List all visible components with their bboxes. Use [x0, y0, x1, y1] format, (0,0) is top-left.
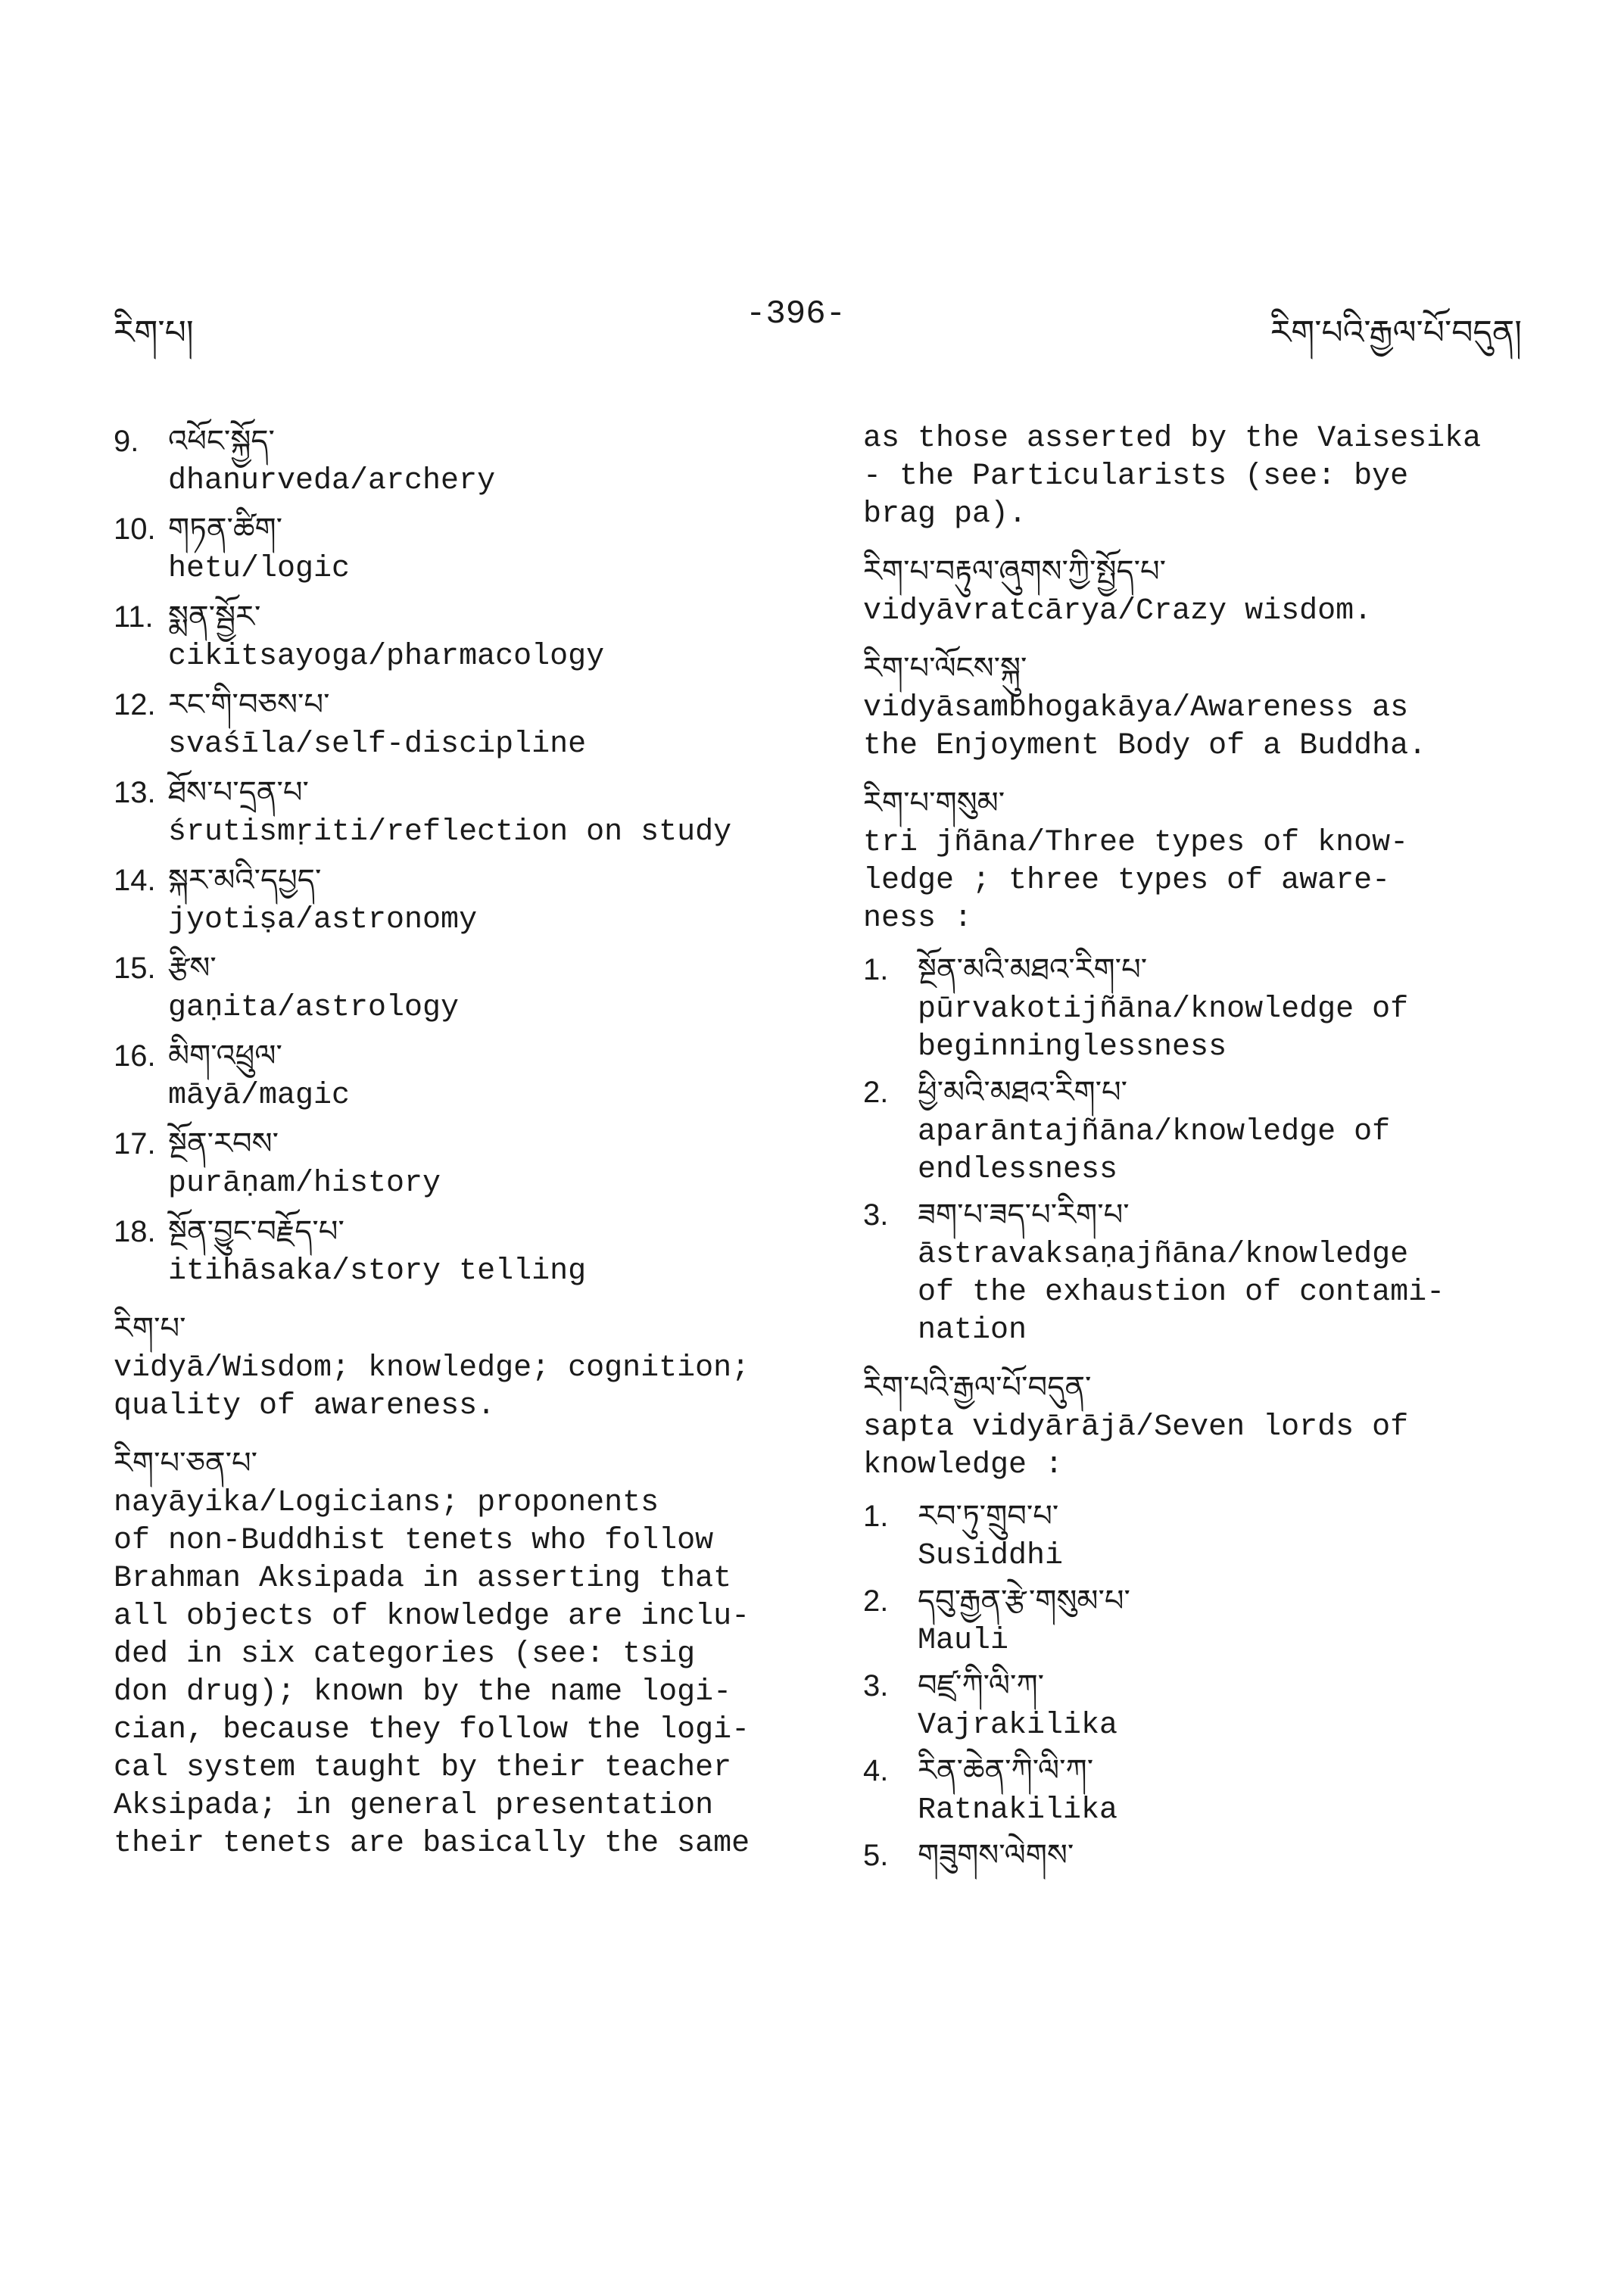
translation: jyotiṣa/astronomy	[168, 903, 478, 937]
tibetan-term: སྔོན་མའི་མཐའ་རིག་པ་	[918, 952, 1148, 987]
translation: Mauli	[918, 1624, 1009, 1658]
tibetan-term: རང་གི་བཅས་པ་	[168, 687, 330, 722]
list-item	[114, 684, 795, 764]
item-number: 1.	[863, 953, 889, 986]
item-number: 3.	[863, 1198, 889, 1232]
translation: māyā/magic	[168, 1079, 351, 1113]
list-item	[114, 1210, 795, 1291]
tibetan-term: འཕོང་སྐྱོད་	[168, 424, 275, 459]
left-column	[114, 420, 795, 1874]
item-number: 11.	[114, 600, 154, 634]
item-number: 17.	[114, 1127, 156, 1161]
list-item	[863, 949, 1529, 1067]
entry-definition: vidyāvratcārya/Crazy wisdom.	[863, 594, 1373, 628]
list-item	[114, 859, 795, 939]
translation: śrutismṛiti/reflection on study	[168, 815, 732, 849]
dictionary-entry	[114, 1307, 795, 1425]
list-item	[114, 1035, 795, 1115]
translation: aparāntajñāna/knowledge of endlessness	[918, 1115, 1391, 1187]
dictionary-entry	[863, 647, 1529, 765]
item-number: 15.	[114, 952, 156, 985]
translation: Susiddhi	[918, 1539, 1064, 1573]
entry-headword: རིག་པ་གསུམ་	[863, 786, 1005, 821]
entry-definition: nayāyika/Logicians; proponents of non-Buddhist tenets who follow Brahman Aksipada in asserting that all objects of knowledge are inclu- ded in six categories (see: tsig don drug); known by the name logi- cian, because they follow the logi- cal system taught by their teacher Aksipada; in general presentation their tenets are basically the same	[114, 1486, 750, 1861]
list-item	[114, 420, 795, 500]
entry-definition: vidyāsambhogakāya/Awareness as the Enjoyment Body of a Buddha.	[863, 691, 1427, 763]
item-number: 18.	[114, 1215, 156, 1248]
item-number: 5.	[863, 1839, 889, 1872]
item-number: 4.	[863, 1754, 889, 1787]
list-item	[114, 1123, 795, 1203]
list-item	[863, 1665, 1529, 1745]
translation: gaṇita/astrology	[168, 991, 460, 1025]
item-number: 12.	[114, 688, 156, 721]
entry-definition: vidyā/Wisdom; knowledge; cognition; quality of awareness.	[114, 1351, 750, 1423]
page-number: -396-	[746, 295, 846, 333]
item-number: 9.	[114, 425, 139, 458]
tibetan-term: རིན་ཆེན་ཀི་ལི་ཀ་	[918, 1753, 1094, 1788]
translation: hetu/logic	[168, 552, 351, 586]
dictionary-entry	[863, 1366, 1529, 1485]
translation: purāṇam/history	[168, 1167, 441, 1201]
entry-headword: རིག་པ་ལོངས་སྐུ་	[863, 651, 1027, 686]
page-header	[114, 295, 1522, 352]
tibetan-term: གཏན་ཚིག་	[168, 512, 282, 547]
tibetan-term: གཟུགས་ལེགས་	[918, 1838, 1074, 1873]
header-right-tibetan: རིག་པའི་རྒྱལ་པོ་བདུན།	[1270, 313, 1522, 352]
dictionary-entry	[863, 782, 1529, 938]
item-number: 13.	[114, 776, 156, 809]
translation: cikitsayoga/pharmacology	[168, 640, 605, 674]
list-item	[863, 1749, 1529, 1830]
entry-headword: རིག་པ་བརྟུལ་ཞུགས་ཀྱི་སྤྱོད་པ་	[863, 554, 1167, 589]
list-item	[114, 508, 795, 588]
translation: dhanurveda/archery	[168, 464, 496, 498]
tibetan-term: བཛྲ་ཀི་ལི་ཀ་	[918, 1668, 1044, 1703]
tibetan-term: སྨན་སྦྱོར་	[168, 600, 261, 634]
list-item	[863, 1834, 1529, 1877]
entry-definition: sapta vidyārājā/Seven lords of knowledge :	[863, 1410, 1409, 1482]
tibetan-term: ཕྱི་མའི་མཐའ་རིག་པ་	[918, 1075, 1128, 1110]
translation: svaśīla/self-discipline	[168, 727, 587, 762]
list-item	[863, 1194, 1529, 1350]
item-number: 3.	[863, 1669, 889, 1703]
item-number: 1.	[863, 1500, 889, 1533]
list-item	[114, 771, 795, 852]
translation: pūrvakotijñāna/knowledge of beginninglessness	[918, 992, 1409, 1064]
translation: āstravaksaṇajñāna/knowledge of the exhaustion of contami- nation	[918, 1238, 1445, 1347]
translation: Ratnakilika	[918, 1793, 1118, 1827]
tibetan-term: ཟག་པ་ཟད་པ་རིག་པ་	[918, 1198, 1130, 1232]
dictionary-entry	[863, 550, 1529, 631]
list-item	[114, 947, 795, 1027]
continued-definition: as those asserted by the Vaisesika - the Particularists (see: bye brag pa).	[863, 422, 1482, 531]
entry-headword: རིག་པ་	[114, 1311, 186, 1346]
right-column	[863, 420, 1529, 1881]
list-item	[863, 1580, 1529, 1660]
list-item	[114, 596, 795, 676]
list-item	[863, 1495, 1529, 1575]
list-item	[863, 1071, 1529, 1189]
tibetan-term: དབུ་རྒྱན་རྩེ་གསུམ་པ་	[918, 1584, 1130, 1618]
dictionary-entry	[114, 1442, 795, 1863]
tibetan-term: རབ་ཏུ་གྲུབ་པ་	[918, 1499, 1059, 1534]
tibetan-term: སྐར་མའི་དཔྱད་	[168, 863, 322, 898]
item-number: 2.	[863, 1076, 889, 1109]
item-number: 14.	[114, 864, 156, 897]
item-number: 16.	[114, 1039, 156, 1073]
entry-headword: རིག་པ་ཅན་པ་	[114, 1446, 258, 1481]
translation: itihāsaka/story telling	[168, 1254, 587, 1288]
tibetan-term: སྔོན་བྱུང་བརྗོད་པ་	[168, 1214, 344, 1249]
tibetan-term: མིག་འཕྲུལ་	[168, 1039, 282, 1073]
tibetan-term: རྩིས་	[168, 951, 217, 986]
tibetan-term: ཐོས་པ་དྲན་པ་	[168, 775, 309, 810]
entry-headword: རིག་པའི་རྒྱལ་པོ་བདུན་	[863, 1370, 1092, 1405]
item-number: 10.	[114, 512, 156, 546]
tibetan-term: སྔོན་རབས་	[168, 1126, 279, 1161]
translation: Vajrakilika	[918, 1709, 1118, 1743]
entry-definition: tri jñāna/Three types of know- ledge ; three types of aware- ness :	[863, 826, 1409, 936]
item-number: 2.	[863, 1584, 889, 1618]
header-left-tibetan: རིག་པ།	[114, 313, 194, 352]
